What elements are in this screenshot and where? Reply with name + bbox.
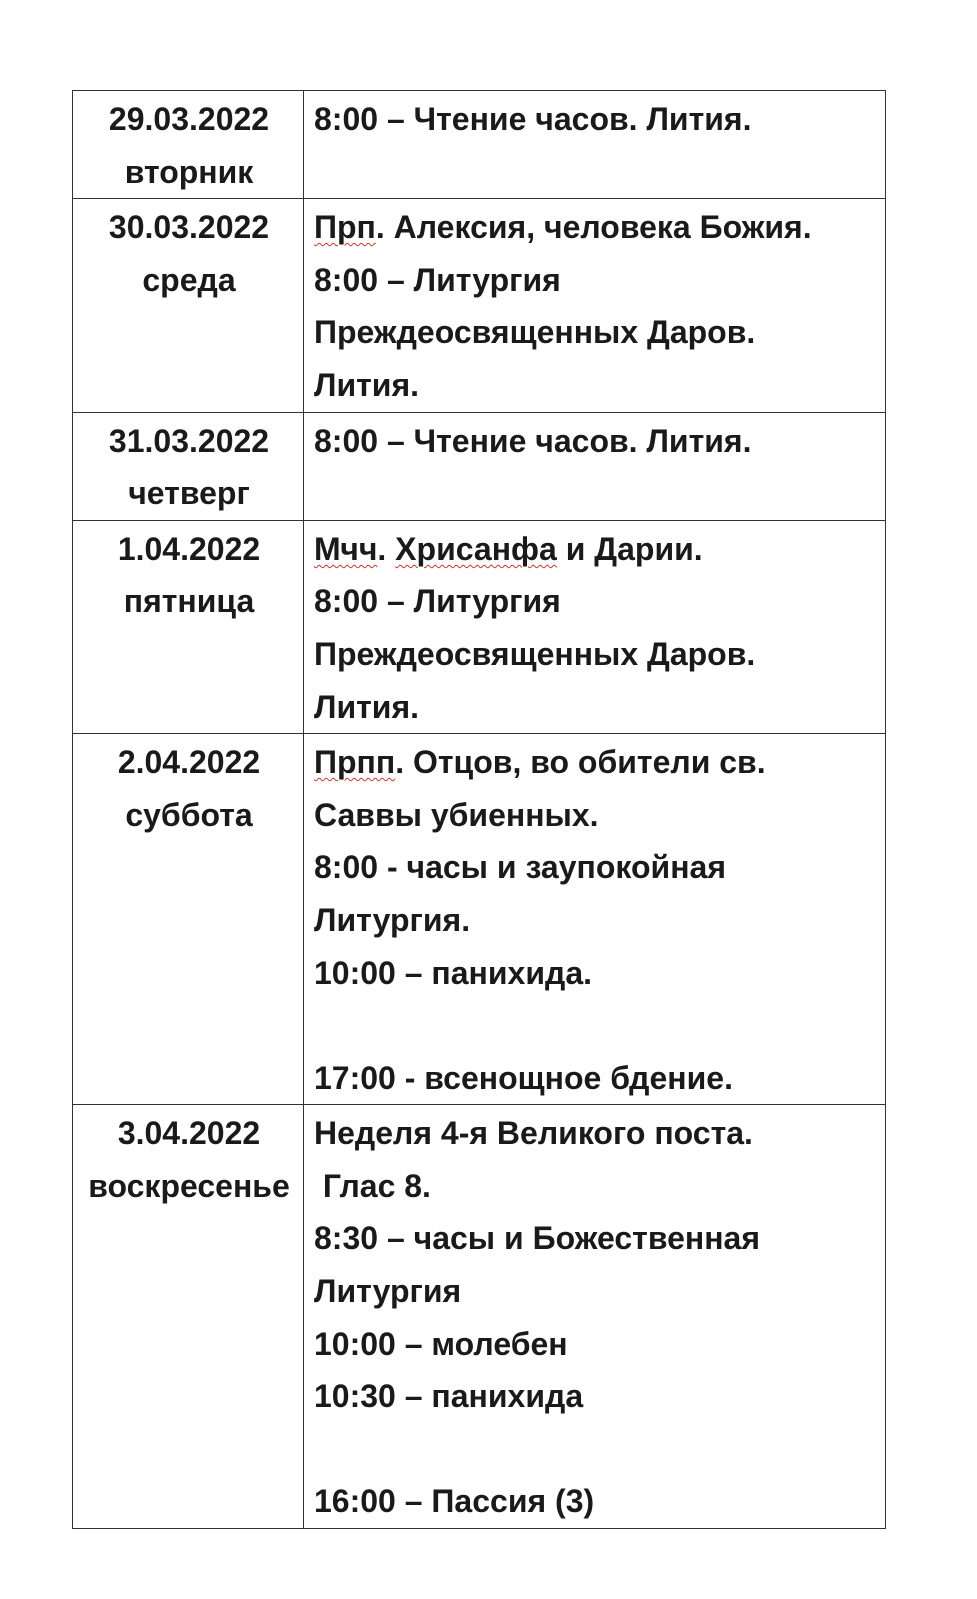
event-line: 16:00 – Пассия (3) — [314, 1483, 595, 1520]
events-cell — [304, 91, 886, 199]
date-cell — [73, 412, 304, 520]
weekday-text: суббота — [125, 796, 253, 833]
event-line-blank — [314, 999, 877, 1052]
date-text: 31.03.2022 — [108, 422, 270, 459]
event-line: Глас 8. — [314, 1167, 431, 1204]
document-page — [72, 90, 886, 1529]
date-cell — [73, 520, 304, 733]
date-text: 2.04.2022 — [117, 744, 261, 781]
event-line: Преждеосвященных Даров. — [314, 635, 756, 672]
event-line: Прпп. Отцов, во обители св. — [314, 744, 766, 781]
date-cell — [73, 1105, 304, 1529]
event-line: 10:30 – панихида — [314, 1378, 584, 1415]
event-line: 8:00 – Чтение часов. Лития. — [314, 422, 752, 459]
events-cell — [304, 199, 886, 412]
event-line: 8:00 – Литургия — [314, 583, 561, 620]
table-row — [73, 520, 886, 733]
table-row — [73, 199, 886, 412]
event-line: Литургия. — [314, 901, 471, 938]
date-text: 3.04.2022 — [117, 1115, 261, 1152]
events-cell — [304, 520, 886, 733]
weekday-text: воскресенье — [88, 1167, 290, 1204]
events-cell — [304, 1105, 886, 1529]
events-cell — [304, 734, 886, 1105]
event-line: 8:00 – Литургия — [314, 261, 561, 298]
weekday-text: четверг — [128, 475, 250, 512]
schedule-table — [72, 90, 886, 1529]
event-line: 8:30 – часы и Божественная — [314, 1220, 760, 1257]
weekday-text: пятница — [123, 583, 255, 620]
event-line: Преждеосвященных Даров. — [314, 314, 756, 351]
table-row — [73, 412, 886, 520]
events-cell — [304, 412, 886, 520]
table-row — [73, 734, 886, 1105]
date-text: 1.04.2022 — [117, 530, 261, 567]
event-line: 17:00 - всенощное бдение. — [314, 1059, 733, 1096]
date-cell — [73, 734, 304, 1105]
event-line: Лития. — [314, 366, 420, 403]
event-line: Мчч. Хрисанфа и Дарии. — [314, 530, 703, 567]
event-line: 10:00 – панихида. — [314, 954, 593, 991]
weekday-text: вторник — [124, 153, 254, 190]
table-row — [73, 1105, 886, 1529]
event-line: Саввы убиенных. — [314, 796, 599, 833]
event-line: Лития. — [314, 688, 420, 725]
event-line: 10:00 – молебен — [314, 1325, 568, 1362]
event-line: Неделя 4-я Великого поста. — [314, 1115, 753, 1152]
event-line: 8:00 - часы и заупокойная — [314, 849, 726, 886]
table-row — [73, 91, 886, 199]
date-cell — [73, 91, 304, 199]
date-text: 30.03.2022 — [108, 209, 270, 246]
event-line: Литургия — [314, 1273, 462, 1310]
date-text: 29.03.2022 — [108, 101, 270, 137]
event-line: 8:00 – Чтение часов. Лития. — [314, 101, 752, 137]
event-line-blank — [314, 1423, 877, 1476]
date-cell — [73, 199, 304, 412]
event-line: Прп. Алексия, человека Божия. — [314, 209, 812, 246]
weekday-text: среда — [142, 261, 236, 298]
